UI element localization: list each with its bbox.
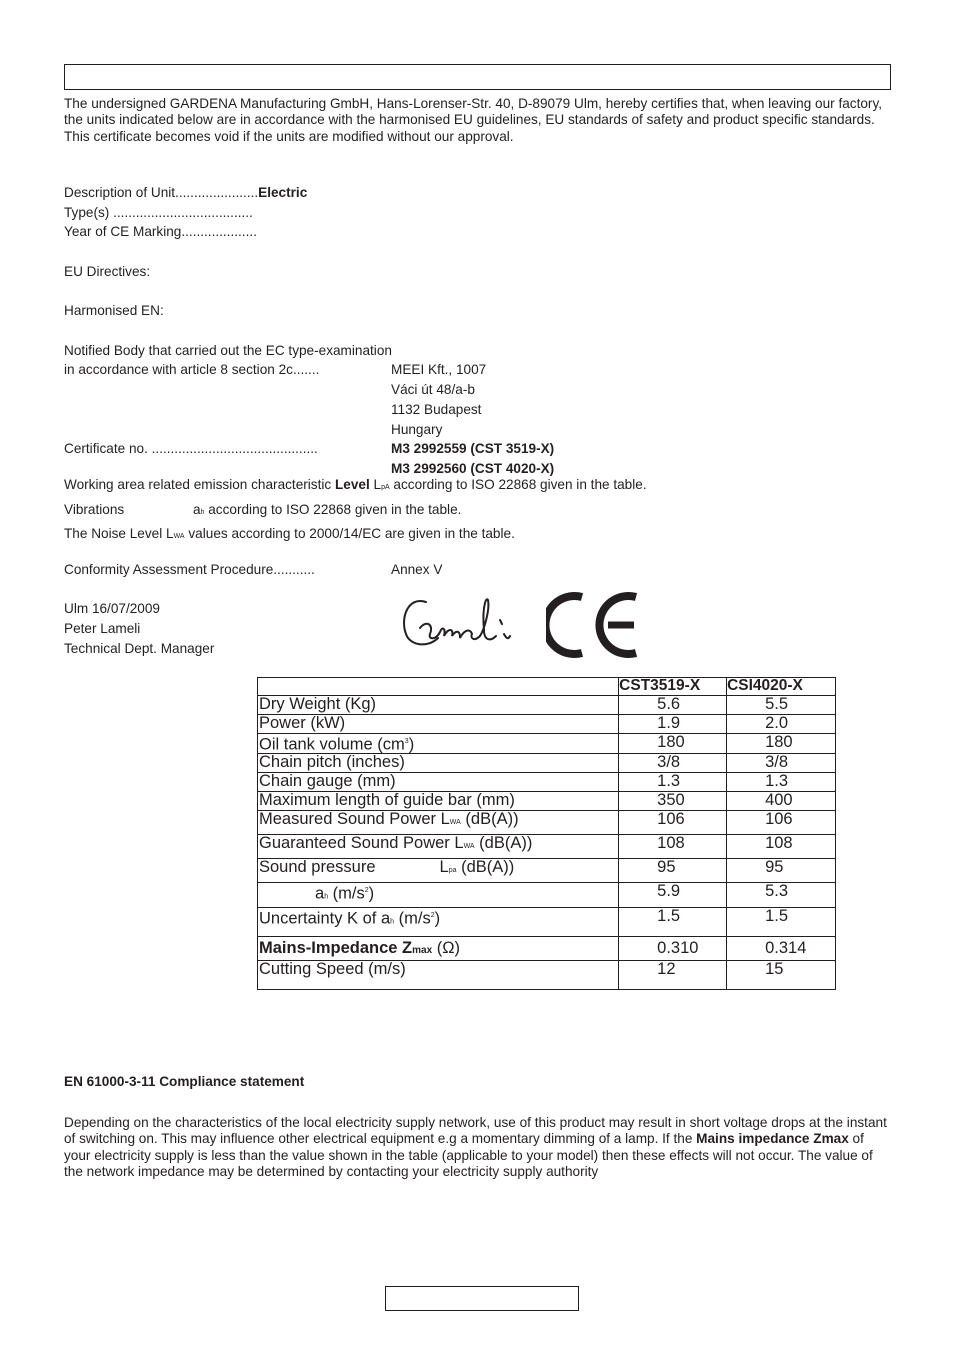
row-label (258, 937, 619, 961)
table-row (258, 937, 836, 961)
row-label-tail: (dB(A)) (456, 858, 515, 876)
emission-sub: pA (381, 484, 390, 491)
row-label-text: a (315, 884, 325, 903)
row-label-text: Measured Sound Power L (259, 810, 450, 828)
row-label-sup: 3 (404, 738, 409, 745)
compliance-text-bold: Mains impedance Zmax (696, 1131, 849, 1147)
noise-pre: The Noise Level L (64, 526, 174, 541)
row-label-sub: WA (449, 819, 461, 826)
row-label-tail2: ) (434, 909, 441, 928)
types-line: Type(s) ..................................... (64, 205, 253, 220)
row-label (258, 883, 619, 908)
vibrations-a: a (193, 502, 201, 517)
emission-L: L (369, 477, 382, 492)
description-line (64, 185, 307, 201)
table-row (258, 754, 836, 773)
row-label: Chain pitch (inches) (258, 754, 619, 773)
row-label (258, 908, 619, 937)
table-row (258, 859, 836, 883)
row-label (258, 811, 619, 835)
row-label-sup: 2 (364, 887, 369, 894)
harmonised-label: Harmonised EN: (64, 303, 164, 318)
eu-directives-label: EU Directives: (64, 264, 151, 279)
row-value-1: 1.9 (619, 715, 727, 734)
ce-mark-logo (546, 591, 642, 659)
row-value-2: 15 (727, 961, 836, 990)
row-value-1: 106 (619, 811, 727, 835)
row-label-text: Uncertainty K of a (259, 909, 391, 928)
row-label (258, 835, 619, 859)
row-value-1: 3/8 (619, 754, 727, 773)
notified-address-1: MEEI Kft., 1007 (391, 362, 487, 377)
row-label-sub: h (390, 918, 395, 926)
table-row (258, 715, 836, 734)
row-label-mid: L (439, 858, 449, 876)
notified-line-2: in accordance with article 8 section 2c....... (64, 362, 320, 377)
row-label-tail: (m/s (328, 884, 365, 903)
row-value-1: 1.5 (619, 908, 727, 937)
row-value-2: 106 (727, 811, 836, 835)
row-value-1: 0.310 (619, 937, 727, 961)
noise-line (64, 526, 515, 545)
signature-image (398, 590, 518, 660)
conformity-value: Annex V (391, 562, 443, 577)
notified-address-3: 1132 Budapest (391, 402, 482, 417)
specification-table (257, 677, 836, 990)
signer-name: Peter Lameli (64, 621, 141, 636)
table-row (258, 811, 836, 835)
row-value-2: 180 (727, 734, 836, 754)
intro-paragraph: The undersigned GARDENA Manufacturing GmbH, Hans-Lorenser-Str. 40, D-89079 Ulm, hereby certifies that, when leaving our factory, the units indicated below are in accordance with the harmonised EU guidelines, EU standards of safety and product specific standards. This certificate becomes void if the units are modified without our approval. (64, 96, 883, 144)
row-value-1: 350 (619, 792, 727, 811)
title-box (64, 64, 891, 90)
description-value: Electric (258, 185, 308, 200)
row-value-2: 5.5 (727, 696, 836, 715)
compliance-paragraph (64, 1115, 894, 1181)
row-label (258, 859, 619, 883)
row-value-2: 108 (727, 835, 836, 859)
vibrations-text (193, 502, 461, 521)
row-label-tail2: ) (368, 884, 375, 903)
row-value-1: 1.3 (619, 773, 727, 792)
row-value-1: 180 (619, 734, 727, 754)
certificate-2: M3 2992560 (CST 4020-X) (391, 461, 555, 476)
place-date: Ulm 16/07/2009 (64, 601, 160, 616)
row-label-tail: (dB(A)) (460, 810, 519, 828)
row-label-text: Mains-Impedance Z (259, 939, 413, 957)
row-value-1: 5.9 (619, 883, 727, 908)
row-value-2: 0.314 (727, 937, 836, 961)
emission-level: Level (334, 477, 370, 492)
row-label-tail: (dB(A)) (474, 834, 533, 852)
row-value-2: 400 (727, 792, 836, 811)
table-row (258, 908, 836, 937)
row-label-sub: WA (463, 843, 475, 850)
row-label-tail: (Ω) (432, 939, 461, 957)
row-label (258, 734, 619, 754)
row-value-1: 95 (619, 859, 727, 883)
row-value-2: 5.3 (727, 883, 836, 908)
row-label-tail: ) (408, 735, 415, 754)
header-model-2: CSI4020-X (727, 678, 836, 696)
row-value-2: 2.0 (727, 715, 836, 734)
row-label-text: Guaranteed Sound Power L (259, 834, 464, 852)
row-label-sub: pa (448, 867, 457, 874)
emission-text-post: according to ISO 22868 given in the table. (389, 477, 647, 492)
description-label: Description of Unit...................... (64, 185, 259, 200)
row-value-1: 108 (619, 835, 727, 859)
row-label-sub: h (324, 893, 329, 901)
certificate-1: M3 2992559 (CST 3519-X) (391, 441, 555, 456)
compliance-heading: EN 61000-3-11 Compliance statement (64, 1074, 305, 1089)
emission-text-pre: Working area related emission characteristic (64, 477, 335, 492)
row-value-1: 5.6 (619, 696, 727, 715)
footer-box (385, 1286, 579, 1311)
row-label-sub: max (412, 945, 433, 956)
header-empty-cell (258, 678, 619, 696)
table-row (258, 883, 836, 908)
row-value-2: 95 (727, 859, 836, 883)
notified-address-2: Váci út 48/a-b (391, 382, 475, 397)
compliance-text-post: of your electricity supply is less than the value shown in the table (applicable to your model) then these effects will not occur. The value of the network impedance may be determined by contacting your electricity supply authority (64, 1131, 873, 1180)
vibrations-sub: h (200, 509, 205, 516)
row-label-sup: 2 (430, 912, 435, 919)
row-label: Dry Weight (Kg) (258, 696, 619, 715)
table-row (258, 734, 836, 754)
notified-line-1: Notified Body that carried out the EC type-examination (64, 343, 392, 358)
emission-line (64, 477, 647, 496)
row-label-text: Sound pressure (259, 858, 376, 876)
table-row (258, 773, 836, 792)
conformity-label: Conformity Assessment Procedure........... (64, 562, 315, 577)
vibrations-post: according to ISO 22868 given in the table. (204, 502, 462, 517)
row-value-2: 1.5 (727, 908, 836, 937)
table-header-row (258, 678, 836, 696)
noise-post: values according to 2000/14/EC are given in the table. (184, 526, 515, 541)
table-row (258, 961, 836, 990)
notified-address-4: Hungary (391, 422, 443, 437)
row-value-1: 12 (619, 961, 727, 990)
certificate-label: Certificate no. ............................................ (64, 441, 318, 456)
vibrations-label: Vibrations (64, 502, 125, 517)
row-label: Chain gauge (mm) (258, 773, 619, 792)
row-value-2: 3/8 (727, 754, 836, 773)
header-model-1: CST3519-X (619, 678, 727, 696)
table-row (258, 792, 836, 811)
row-value-2: 1.3 (727, 773, 836, 792)
signer-title: Technical Dept. Manager (64, 641, 215, 656)
row-label-text: Oil tank volume (cm (259, 735, 405, 754)
table-row (258, 696, 836, 715)
table-row (258, 835, 836, 859)
row-label: Cutting Speed (m/s) (258, 961, 619, 990)
row-label: Maximum length of guide bar (mm) (258, 792, 619, 811)
compliance-text-pre: Depending on the characteristics of the local electricity supply network, use of this product may result in short voltage drops at the instant of switching on. This may influence other electrical equipment e.g a momentary dimming of a lamp. If the (64, 1115, 887, 1147)
row-label: Power (kW) (258, 715, 619, 734)
row-label-tail: (m/s (394, 909, 431, 928)
year-line: Year of CE Marking.................... (64, 224, 257, 239)
noise-sub: WA (173, 533, 185, 540)
